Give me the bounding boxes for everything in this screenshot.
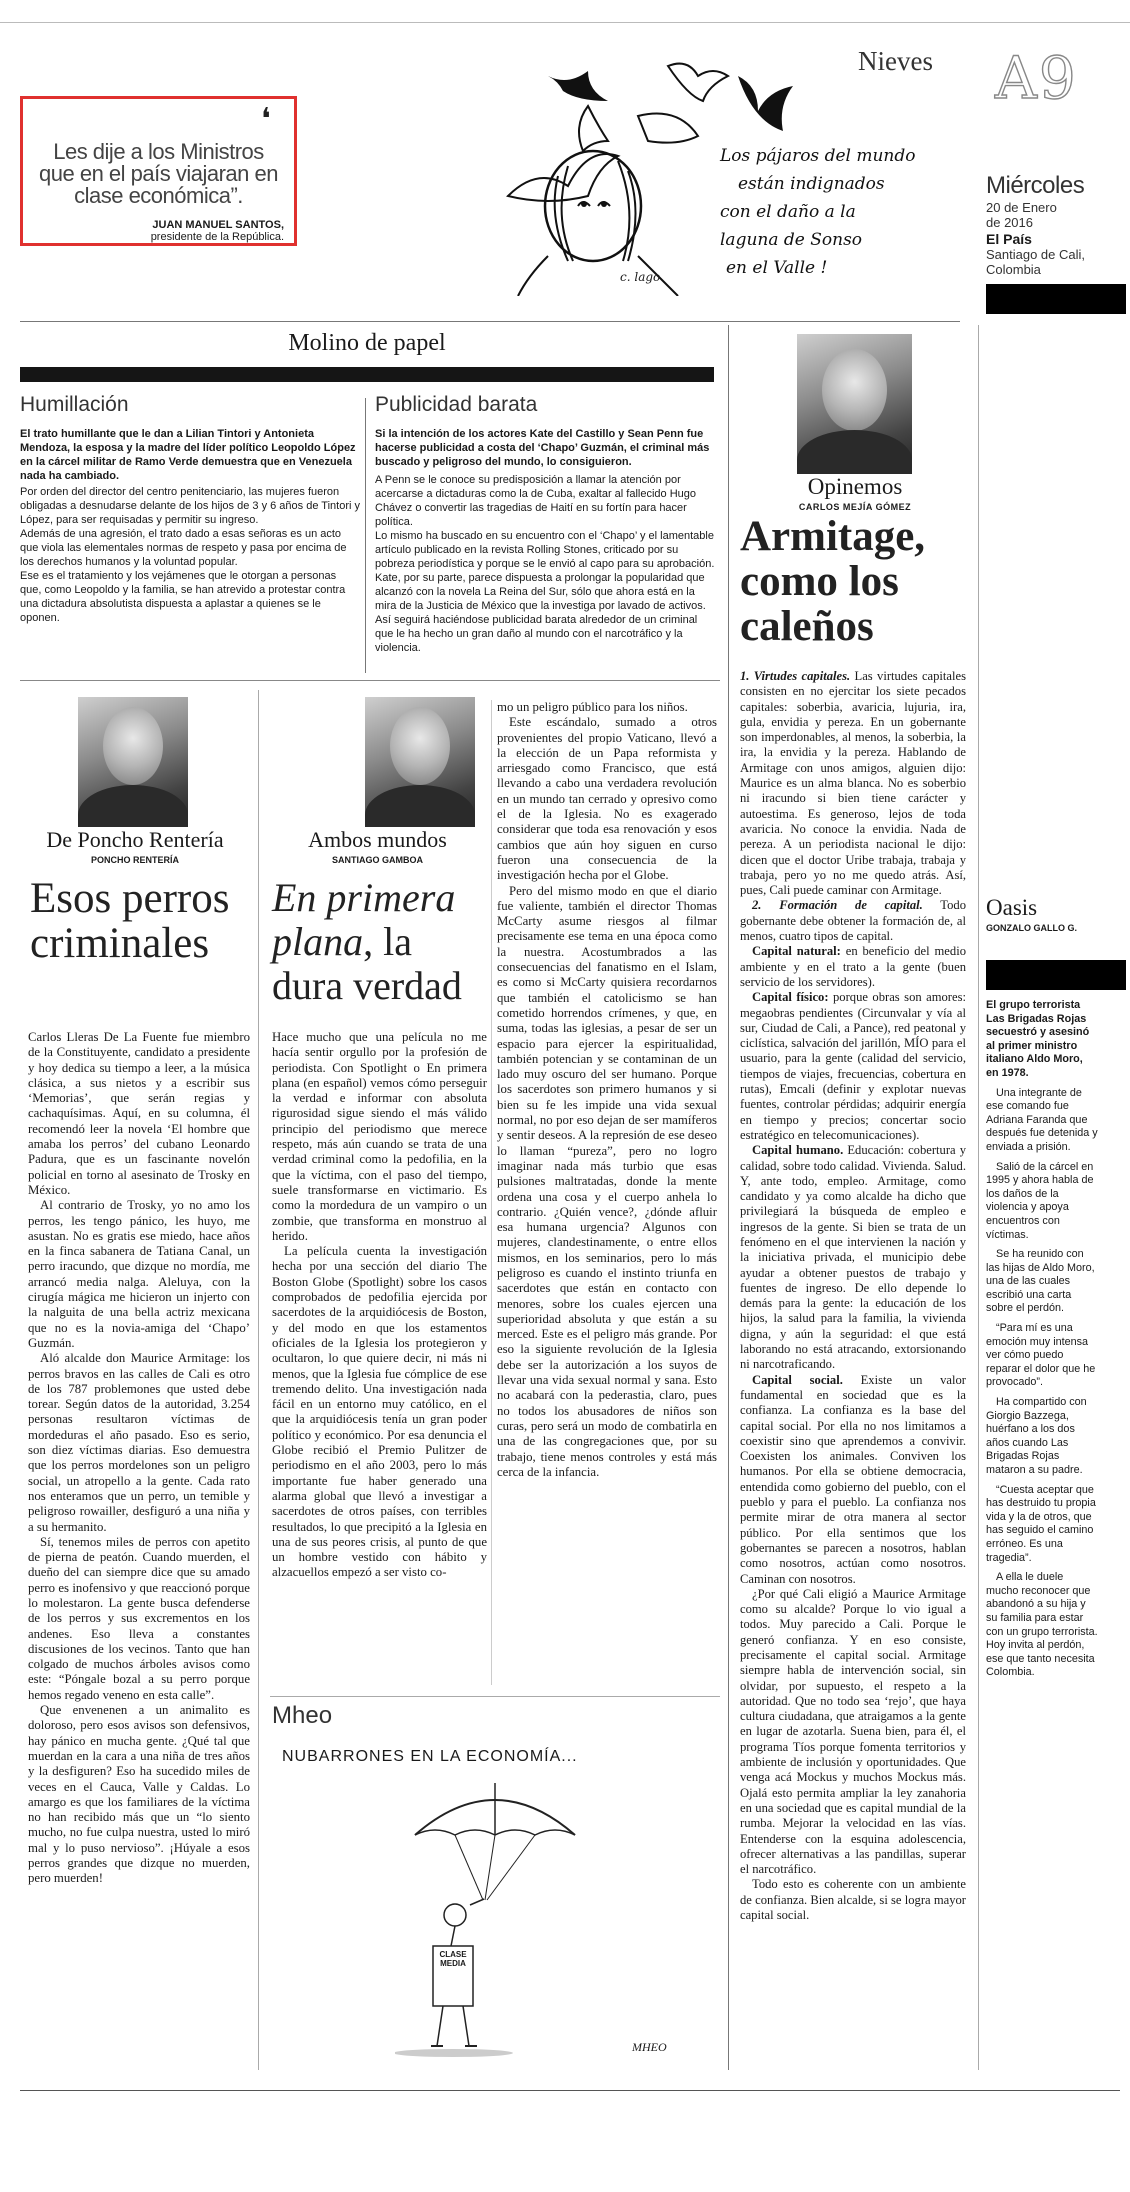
cartoon-lago [488, 56, 958, 296]
quote-role: presidente de la República. [150, 231, 284, 243]
poncho-p5: Que envenenen a un animalito es doloroso, pero esos avisos son defensivos, hay pánico en mucha gente. ¿Qué tal que muerdan en la cara a una niña de tres años y la desfiguren? Eso ha sucedido miles de veces en el Cauca, Valle y Caldas. Lo amargo es que los familiares de la víctima no han recibido más que un “lo siento mucho, no fue culpa nuestra, usted lo miró mal y lo puso nervioso”. ¡Húyale a esos perros grandes que dizque no muerden, pero muerden! [28, 1703, 250, 1886]
poncho-column: De Poncho Rentería [46, 827, 224, 852]
molino-right-p3: Así seguirá haciéndose publicidad barata alrededor de un criminal que le ha hecho un gran daño al mundo con el narcotráfico y la violencia. [375, 614, 698, 654]
newspaper-name: El País [986, 231, 1032, 247]
page-number: A9 [995, 44, 1078, 112]
ambos-col2-p2: Este escándalo, sumado a otros provenientes del propio Vaticano, llevó a la elección de un Papa reformista y arriesgado como Francisco, que está llevando a cabo una verdadera revolución en un mundo tan cerrado y opresivo como el de la Iglesia. No es exagerado considerar que toda esa renovación y esos cambios que aún hoy siguen en curso fueron una consecuencia de la investigación hecha por el Globe. [497, 715, 717, 883]
oasis-lead: El grupo terrorista Las Brigadas Rojas secuestró y asesinó al primer ministro italiano Aldo Moro, en 1978. [986, 999, 1090, 1079]
oasis-p5: Ha compartido con Giorgio Bazzega, huérfano a los dos años cuando Las Brigadas Rojas mataron a su padre. [986, 1396, 1087, 1476]
oasis-body [986, 999, 1098, 1680]
quote-box [20, 96, 297, 246]
black-bar-top [986, 284, 1126, 314]
poncho-p2: Al contrario de Trosky, yo no amo los perros, les tengo pánico, les huyo, me asustan. No es gratis ese miedo, hace años en la finca sabanera de Tatiana Canal, un perro iracundo, que dizque no mordía, me arrancó media nalga. Aleluya, con la cirugía mágica me hicieron un injerto con la nalguita de una bella actriz mexicana que no es la novia-amiga del ‘Chapo’ Guzmán. [28, 1198, 250, 1350]
poncho-p4: Sí, tenemos miles de perros con apetito de pierna de peatón. Cuando muerden, el dueño del can siempre dice que su amado perro es inofensivo y que reaccionó porque lo molestaron. La gente busca defenderse de los perros y sus excrementos en los andenes. Eso lleva a constantes discusiones de los vecinos. Tanto que han colgado de muchos árboles avisos como este: “Póngale bozal a su perro porque hemos regado veneno en esta calle”. [28, 1534, 250, 1702]
bottom-rule [20, 2090, 1120, 2091]
caption-line: Los pájaros del mundo [720, 146, 916, 166]
opinemos-p5: Capital humano. Educación: cobertura y calidad, sobre todo calidad. Vivienda. Salud. Y, ante todo, empleo. Armitage, como candidato y ya como alcalde ha dicho que privilegiará la búsqueda de empleo e ingresos de la gente. Si bien se trata de un fenómeno en el que intervienen la nación y la iniciativa privada, el municipio debe ayudar a obtener puestos de trabajo y fuentes de ingreso. De ello depende lo demás para la gente: la educación de los hijos, la salud para la familia, la vivienda digna, y aún la seguridad: el que está laborando no está atracando, extorsionando ni narcotraficando. [740, 1143, 967, 1372]
mheo-signature: MHEO [632, 2040, 667, 2054]
mheo-badge: CLASE MEDIA [439, 1950, 467, 1968]
oasis-p4: “Para mí es una emoción muy intensa ver cómo puedo reparar el dolor que he provocado”. [986, 1322, 1096, 1389]
quote-text: Les dije a los Ministros que en el país viajaran en clase económica”. [39, 139, 278, 208]
top-rule [20, 321, 960, 322]
cartoon-caption [720, 142, 960, 282]
mheo-caption: NUBARRONES EN LA ECONOMÍA... [282, 1748, 578, 1765]
weekday: Miércoles [986, 172, 1085, 199]
poncho-p3: Aló alcalde don Maurice Armitage: los perros bravos en las calles de Cali es otro de los 787 problemones que usted debe torear. Según datos de la autoridad, 3.254 personas resultaron víctimas de mordeduras el año pasado. Eso es serio, son diez víctimas diarias. Eso demuestra que los perros mordelones son un peligro social, un atropello a la gente. Cada rato nos enteramos que un perro, un temible y peligroso rowailler, desfiguró a una niña y a su hermanito. [28, 1351, 250, 1534]
poncho-p1: Carlos Lleras De La Fuente fue miembro de la Constituyente, candidato a presidente y hoy dedica su tiempo a leer, a la música clásica, a sus nietos y a escribir sus ‘Memorias’, que serán regias y cachaquísimas. Aquí, en su columna, él recomendó leer la novela ‘El hombre que amaba los perros’ del cubano Leonardo Padura, que es un fascinante novelón policial en torno al asesinato de Trosky en México. [28, 1030, 250, 1197]
caption-line: laguna de Sonso [720, 230, 863, 250]
section-name: Nieves [858, 46, 933, 76]
quote-icon: ❛ [261, 102, 271, 137]
molino-left-p2: Además de una agresión, el trato dado a esas señoras es un acto que viola las elementales normas de respeto y pasa por encima de los derechos humanos y la voluntad popular. [20, 528, 347, 568]
oasis-divider [978, 325, 979, 2070]
molino-left-heading: Humillación [20, 393, 129, 416]
opinemos-divider [728, 325, 729, 2070]
header-rule [0, 22, 1130, 23]
caption-line: con el daño a la [720, 202, 856, 222]
date: 20 de Enero de 2016 [986, 200, 1057, 230]
mid-rule [20, 680, 720, 681]
oasis-p3: Se ha reunido con las hijas de Aldo Moro, una de las cuales escribió una carta sobre el perdón. [986, 1248, 1095, 1315]
author-photo-gamboa [365, 697, 475, 827]
oasis-p6: “Cuesta aceptar que has destruido tu propia vida y la de otros, que has seguido el camino erróneo. Es una tragedia”. [986, 1483, 1096, 1564]
dateline [986, 172, 1126, 277]
molino-right-p2: Lo mismo ha buscado en su encuentro con el ‘Chapo’ y el lamentable artículo publicado en la revista Rolling Stones, criticado por su pobreza periodística y porque se le envió al capo para su aprobación. Kate, por su parte, parece dispuesta a prolongar la popularidad que alcanzó con la novela La Reina del Sur, sólo que ahora está en la mira de la Justicia de México que la investiga por lavado de activos. [375, 530, 715, 612]
opinemos-author: CARLOS MEJÍA GÓMEZ [798, 502, 912, 512]
opinemos-body [740, 669, 966, 1923]
author-photo-renteria [78, 697, 188, 827]
oasis-p1: Una integrante de ese comando fue Adriana Faranda que después fue detenida y enviada a prisión. [986, 1086, 1098, 1153]
ambos-col1-p1: Hace mucho que una película no me hacía sentir orgullo por la profesión de periodista. Con Spotlight o En primera plana (en español) vemos cómo perseguir la verdad e informar con absoluta rigurosidad sigue siendo el más válido principio del periodismo que merece respeto, más aún cuando se trata de una verdad criminal como la pedofilia, en la que la víctima, con el paso del tiempo, suele transformarse en victimario. Es como la mordedura de un vampiro o un zombie, que transforma en monstruo al herido. [272, 1030, 487, 1243]
poncho-body [28, 1030, 250, 1887]
opinemos-p6: Capital social. Existe un valor fundamental en sociedad que es la confianza. La confianza es la base del capital social. Por ella no nos limitamos a coexistir sino que aprendemos a convivir. Coexisten los animales. Conviven los humanos. Por ella se obtiene democracia, entendida como gobierno del pueblo, con el pueblo y para el pueblo. La confianza nos permite mirar de otra manera al sector público. Por ella sentimos que los gobernantes se parecen a nosotros, hablan como nosotros, actúan como nosotros. Caminan con nosotros. [740, 1372, 966, 1586]
black-bar-oasis [986, 960, 1126, 990]
poncho-headline: Esos perros criminales [30, 875, 230, 967]
ambos-col1-p2: La película cuenta la investigación hecha por una sección del diario The Boston Globe (Spotlight) sobre los casos comprobados de pedofilia ejercida por sacerdotes de la arquidiócesis de Boston, y del modo en que los estamentos oficiales de la Iglesia los protegieron y ocultaron, lo que quiere decir, ni más ni menos, que la Iglesia fue cómplice de ese tremendo delito. Una investigación nada fácil en un entorno muy católico, en el que la arquidiócesis tenía un gran poder político y económico. Por esa denuncia el Globe recibió el Premio Pulitzer de periodismo en el año 2003, pero lo más importante fue haber generado una alarma global que llevó a investigar a sacerdotes de otros países, con terribles resultados, lo que precipitó a la Iglesia en una de sus peores crisis, al punto de que un hombre vestido con hábito y alzacuellos empezó a ser visto co- [272, 1244, 487, 1580]
oasis-column: Oasis [986, 895, 1038, 920]
molino-left-lead: El trato humillante que le dan a Lilian Tintori y Antonieta Mendoza, la esposa y la madre del líder político Leopoldo López en la cárcel militar de Ramo Verde demuestra que en Venezuela nada ha cambiado. [20, 428, 356, 482]
author-photo-mejia [797, 334, 912, 474]
place: Santiago de Cali, Colombia [986, 247, 1086, 277]
molino-right [375, 393, 715, 655]
molino-divider [365, 398, 366, 673]
ambos-col2-p1: mo un peligro público para los niños. [497, 700, 688, 714]
ambos-col1 [272, 1030, 487, 1581]
caption-line: en el Valle ! [726, 258, 828, 278]
ambos-col2-p3: Pero del mismo modo en que el diario fue valiente, también el director Thomas McCarty asume riesgos al filmar precisamente ese tema en una época como la nuestra. Acostumbrados a las consecuencias del fanatismo en el Islam, es como si McCarty quisiera recordarnos que también el catolicismo se han cometido horrendos crímenes, y que, en suma, todas las iglesias, a pesar de ser un espacio para ejercer la espiritualidad, también potencian y se contaminan de un lado muy oscuro del ser humano. Porque los sacerdotes son primero humanos y si bien su fe les impide una vida sexual normal, no por eso dejan de ser mamíferos y sentir deseos. A la represión de ese deseo lo llaman “pureza”, pero no logro imaginar nada más turbio que esas pulsiones maltratadas, donde la mente ordena una cosa y el cuerpo anhela lo contrario. ¿Quién vence?, ¿dónde afluir esa humana urgencia? Algunos con mujeres, clandestinamente, o entre ellos mismos, en los seminarios, pero lo más peligroso es cuando el instinto triunfa en sacerdotes que están en contacto con menores, sobre los cuales ejercen una superioridad absoluta y que están a su merced. Este es el peligro más grande. Por eso la siguiente revolución de la Iglesia debe ser la autorización a los suyos de llevar una vida sexual normal y sana. Esto no acabará con la pederastia, claro, pues no todos los abusadores de niños son curas, pero será un modo de combatirla en una de las congregaciones que, por su trabajo, tiene menos controles y está más cerca de la infancia. [497, 883, 717, 1479]
molino-right-heading: Publicidad barata [375, 393, 538, 416]
ambos-headline-em: En primera plana [272, 875, 456, 964]
oasis-p7: A ella le duele mucho reconocer que abandonó a su hija y su familia para estar con un grupo terrorista. Hoy invita al perdón, ese que tanto necesita Colombia. [986, 1571, 1098, 1679]
opinemos-p8: Todo esto es coherente con un ambiente de confianza. Bien alcalde, si se logra mayor capital social. [740, 1877, 966, 1923]
umbrella-man-illustration [395, 1775, 595, 2065]
opinemos-p4: Capital físico: porque obras son amores: megaobras pendientes (Circunvalar y vía al sur, Ciudad de Cali, a Pance), red peatonal y ciclística, salvación del jarillón, MÍO para el usuario, para la gente (calidad del servicio, tiempos de viajes, frecuencias, cobertura en rutas), Emcali (definir y explotar nuevas fuentes, controlar pérdidas; adquirir energía en tiempo y precios; concertar socio estratégico en telecomunicaciones). [740, 990, 966, 1142]
opinemos-p3: Capital natural: en beneficio del medio ambiente y en el trato a la gente (buen servicio de los servidores). [740, 944, 966, 989]
mheo-rule [270, 1696, 720, 1697]
cartoon-signature: c. lago [620, 270, 661, 284]
ambos-author: SANTIAGO GAMBOA [332, 855, 423, 865]
ambos-column: Ambos mundos [308, 827, 447, 852]
opinemos-headline: Armitage, como los caleños [740, 513, 926, 650]
caption-line: están indignados [738, 174, 885, 194]
molino-right-lead: Si la intención de los actores Kate del Castillo y Sean Penn fue hacerse publicidad a costa del ‘Chapo’ Guzmán, el criminal más buscado y peligroso del mundo, lo consiguieron. [375, 428, 710, 468]
opinemos-p1: 1. Virtudes capitales. Las virtudes capitales consisten en no ejercitar los siete pecados capitales: soberbia, avaricia, lujuria, ira, gula, envidia y pereza. En un gobernante son imperdonables, al menos, la soberbia, la ira, la envidia y la pereza. Hablando de Armitage con unos amigos, alguien dijo: Maurice es un alma blanca. No es soberbio ni iracundo si bien tiene carácter y autoestima. Es generoso, lejos de toda avaricia. No conoce la envidia. Nada de pereza. A un periodista nacional le dijo: dicen que el doctor Uribe trabaja, trabaja y trabaja, pero yo no me quedo atrás. Así, pues, Cali puede caminar con Armitage. [740, 669, 966, 898]
poncho-author: PONCHO RENTERÍA [90, 855, 179, 865]
molino-left-p3: Ese es el tratamiento y los vejámenes que le otorgan a personas que, como Leopoldo y la familia, se han atrevido a protestar contra una dictadura absolutista dispuesta a aplastar a quienes se le oponen. [20, 570, 346, 624]
ambos-headline [272, 876, 492, 1008]
opinemos-column: Opinemos [807, 474, 903, 499]
molino-title: Molino de papel [288, 330, 446, 356]
quote-author: JUAN MANUEL SANTOS, [152, 219, 284, 231]
poncho-divider [258, 690, 259, 2070]
molino-left [20, 393, 360, 625]
oasis-p2: Salió de la cárcel en 1995 y ahora habla de los daños de la violencia y apoya encuentros con víctimas. [986, 1160, 1094, 1241]
opinemos-p7: ¿Por qué Cali eligió a Maurice Armitage como su alcalde? Porque lo vio igual a todos. Muy parecido a Cali. Porque le generó confianza. Y en eso consiste, precisamente el capital social. Armitage siempre habla de intervención social, sin olvidar, por supuesto, el respeto a la autoridad. Que no todo sea ‘rejo’, que haya cultura ciudadana, que atraigamos a la gente en lugar de azotarla. Suena bien, para él, el programa Tíos porque fomenta territorios y ambiente de inclusión y oportunidades. Que venga acá Mockus y muchos Mockus más. Ojalá esto permita ampliar la ley zanahoria en una sociedad que es capital mundial de la rumba. Mejorar la velocidad en las vías. Entenderse con la esquina adolescencia, ofrecer alternativas a las pandillas, superar el narcotráfico. [740, 1586, 966, 1877]
oasis-author: GONZALO GALLO G. [986, 923, 1077, 933]
molino-left-p1: Por orden del director del centro penitenciario, las mujeres fueron obligadas a desnudarse delante de los hijos de 3 y 6 años de Tintori y López, para ser requisadas y permitir su ingreso. [20, 486, 361, 526]
ambos-divider [491, 700, 492, 1685]
molino-right-p1: A Penn se le conoce su predisposición a llamar la atención por acercarse a dictaduras como la de Cuba, exaltar al fallecido Hugo Chávez o convertir las tragedias de Haití en su fortín para hacer política. [375, 474, 697, 528]
mheo-title: Mheo [272, 1702, 333, 1729]
opinemos-p2: 2. Formación de capital. Todo gobernante debe obtener la formación de, al menos, cuatro tipos de capital. [740, 898, 967, 944]
molino-rule [20, 367, 714, 382]
ambos-col2 [497, 700, 717, 1480]
ambos-headline-rest: , la dura verdad [272, 919, 462, 1008]
